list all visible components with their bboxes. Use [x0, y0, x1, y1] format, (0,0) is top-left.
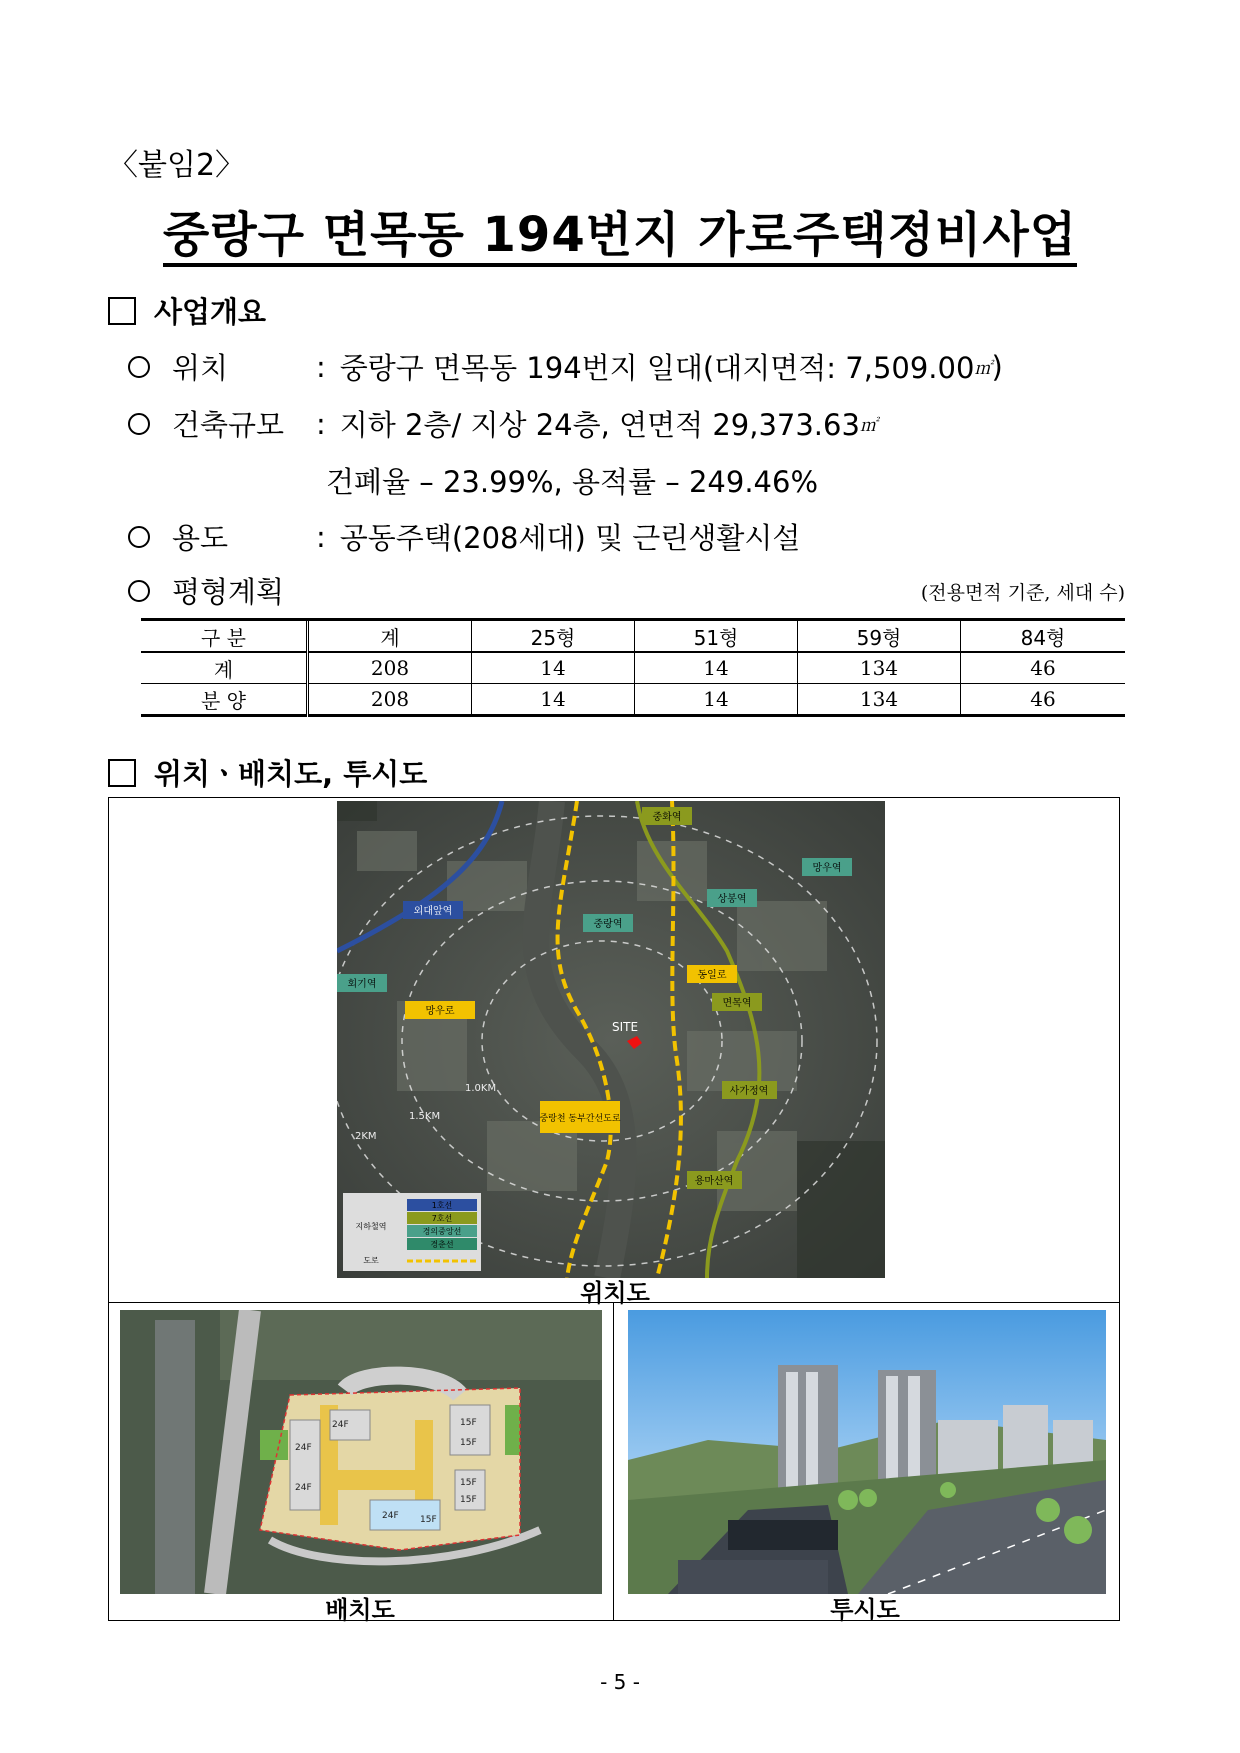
cell: 14	[635, 684, 798, 716]
svg-text:7호선: 7호선	[431, 1214, 453, 1223]
location-map	[337, 801, 885, 1278]
header-cell: 51형	[635, 621, 798, 652]
table-header-row	[141, 621, 1125, 652]
perspective-rendering	[628, 1310, 1106, 1594]
station-label: 용마산역	[694, 1176, 734, 1187]
svg-text:1호선: 1호선	[431, 1201, 453, 1210]
checkbox-square-icon	[108, 297, 136, 325]
building-label: 15F	[460, 1478, 477, 1488]
cell: 134	[798, 652, 961, 684]
header-cell: 계	[308, 621, 472, 652]
building-label: 15F	[460, 1438, 477, 1448]
table-row	[141, 684, 1125, 716]
section-overview: 사업개요	[108, 290, 266, 331]
row-use: 용도 : 공동주택(208세대) 및 근린생활시설	[128, 516, 800, 557]
caption-perspective: 투시도	[830, 1596, 900, 1624]
caption-location-map: 위치도	[580, 1279, 650, 1307]
site-label: SITE	[612, 1020, 639, 1034]
page-number: - 5 -	[600, 1670, 640, 1694]
building-label: 24F	[332, 1420, 349, 1430]
svg-text:지하철역: 지하철역	[355, 1222, 387, 1231]
station-label: 회기역	[347, 979, 377, 990]
building-label: 24F	[295, 1483, 312, 1493]
ring-label: 1.0KM	[465, 1083, 497, 1094]
station-label: 외대앞역	[413, 906, 453, 917]
station-label: 상봉역	[717, 894, 747, 905]
cell: 208	[308, 684, 472, 716]
cell: 134	[798, 684, 961, 716]
bullet-circle-icon	[128, 526, 150, 548]
page-title: 중랑구 면목동 194번지 가로주택정비사업	[0, 196, 1240, 265]
svg-text:경의중앙선: 경의중앙선	[422, 1227, 462, 1236]
road-label: 망우로	[425, 1006, 455, 1017]
caption-layout: 배치도	[325, 1596, 395, 1624]
plan-note: (전용면적 기준, 세대 수)	[920, 582, 1125, 604]
building-label: 15F	[460, 1418, 477, 1428]
cell: 14	[472, 652, 635, 684]
bullet-circle-icon	[128, 413, 150, 435]
ring-label: 1.5KM	[409, 1111, 441, 1122]
row-location: 위치 : 중랑구 면목동 194번지 일대(대지면적: 7,509.00 ㎡ )	[128, 346, 1003, 387]
row-scale-ratios: 건폐율 – 23.99%, 용적률 – 249.46%	[326, 465, 818, 499]
table-row	[141, 652, 1125, 684]
row-label: 계	[141, 652, 308, 684]
cell: 46	[961, 684, 1126, 716]
station-label: 중랑역	[593, 919, 623, 930]
cell: 14	[472, 684, 635, 716]
unit-plan-table	[141, 621, 1125, 717]
building-label: 24F	[295, 1443, 312, 1453]
section-maps: 위치ㆍ배치도, 투시도	[108, 752, 427, 793]
svg-text:경춘선: 경춘선	[430, 1240, 454, 1249]
map-legend	[343, 1193, 481, 1271]
cell: 208	[308, 652, 472, 684]
header-cell: 25형	[472, 621, 635, 652]
building-label: 24F	[382, 1511, 399, 1521]
header-cell: 84형	[961, 621, 1126, 652]
cell: 14	[635, 652, 798, 684]
road-label: 동일로	[697, 970, 727, 981]
station-label: 망우역	[812, 863, 842, 874]
bullet-circle-icon	[128, 356, 150, 378]
ring-label: 2KM	[355, 1131, 377, 1142]
frame-divider-vertical	[613, 1302, 614, 1620]
header-cell: 59형	[798, 621, 961, 652]
building-label: 15F	[460, 1495, 477, 1505]
attachment-label: 〈붙임2〉	[108, 148, 246, 183]
station-label: 사가정역	[729, 1086, 769, 1097]
station-label: 면목역	[722, 998, 752, 1009]
road-label: 중랑천 동부간선도로	[539, 1114, 621, 1124]
site-layout-plan	[120, 1310, 602, 1594]
row-label: 분 양	[141, 684, 308, 716]
bullet-circle-icon	[128, 580, 150, 602]
svg-text:도로: 도로	[363, 1256, 379, 1265]
header-cell: 구 분	[141, 621, 308, 652]
row-scale: 건축규모 : 지하 2층/ 지상 24층, 연면적 29,373.63 ㎡	[128, 403, 877, 444]
row-plan: 평형계획	[128, 570, 284, 611]
station-label: 중화역	[652, 812, 682, 823]
cell: 46	[961, 652, 1126, 684]
building-label: 15F	[420, 1515, 437, 1525]
checkbox-square-icon	[108, 759, 136, 787]
